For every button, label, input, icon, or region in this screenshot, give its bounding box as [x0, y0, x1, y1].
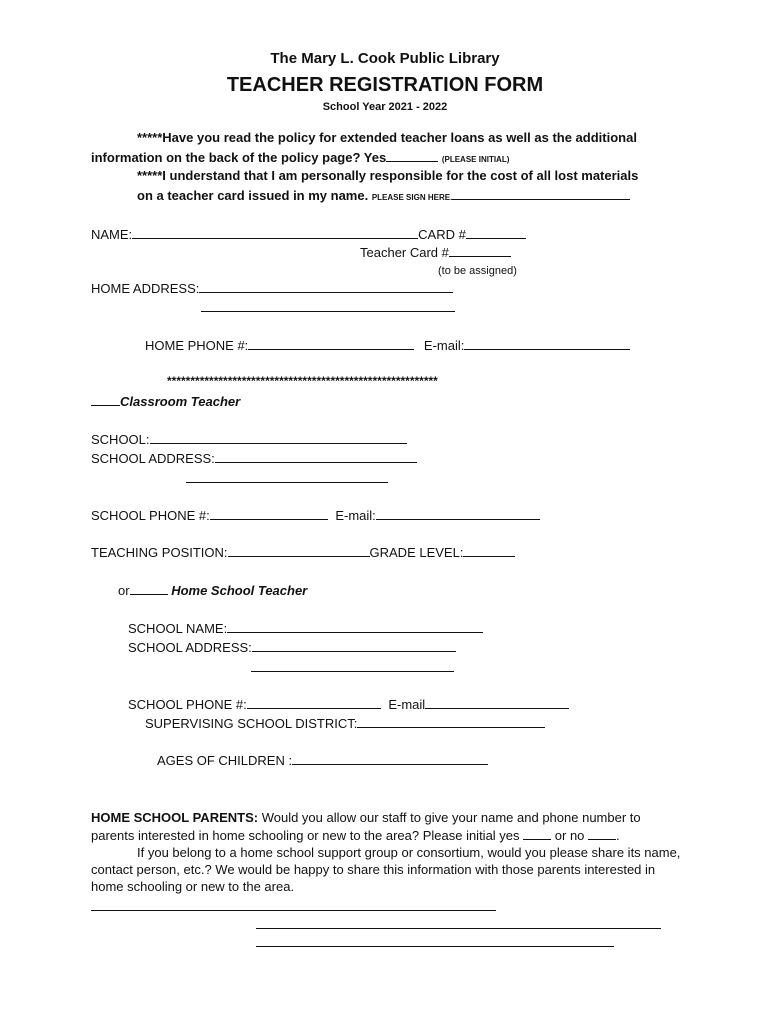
school-row — [91, 431, 407, 448]
policy-card-text: on a teacher card issued in my name. — [137, 188, 369, 203]
parents-question-1: Would you allow our staff to give your name and phone number to — [258, 810, 641, 825]
teaching-position-label: TEACHING POSITION: — [91, 545, 228, 560]
school-address-field[interactable] — [215, 450, 417, 463]
school-phone-label: SCHOOL PHONE #: — [91, 508, 210, 523]
policy-line-4 — [137, 187, 630, 206]
school-field[interactable] — [150, 431, 407, 444]
homeschool-address-line-2[interactable] — [251, 671, 454, 672]
home-phone-label: HOME PHONE #: — [145, 338, 249, 353]
star-divider: ********************************************************** — [167, 374, 438, 388]
name-row — [91, 226, 526, 243]
classroom-heading: Classroom Teacher — [120, 394, 241, 409]
school-year: School Year 2021 - 2022 — [322, 101, 448, 113]
classroom-email-label: E-mail: — [335, 508, 376, 523]
parents-line-2: parents interested in home schooling or new to the area? Please initial yes or no . — [91, 828, 620, 843]
ages-row — [157, 752, 488, 769]
library-name: The Mary L. Cook Public Library — [270, 50, 500, 67]
homeschool-check-field[interactable] — [130, 582, 168, 595]
form-title: TEACHER REGISTRATION FORM — [226, 74, 544, 96]
policy-line-1: *****Have you read the policy for extended teacher loans as well as the additional — [137, 130, 637, 145]
homeschool-phone-field[interactable] — [247, 696, 381, 709]
homeschool-phone-label: SCHOOL PHONE #: — [128, 697, 247, 712]
sign-note: PLEASE SIGN HERE. — [371, 193, 453, 202]
grade-level-label: GRADE LEVEL: — [369, 545, 464, 560]
email-label: E-mail: — [423, 338, 465, 353]
homeschool-phone-row — [128, 696, 569, 713]
parents-group-line-2: contact person, etc.? We would be happy to share this information with those parents interested in — [91, 862, 656, 877]
teaching-position-row — [91, 544, 515, 561]
parents-no-field[interactable] — [588, 827, 616, 840]
group-info-line-1[interactable] — [91, 910, 496, 911]
teacher-card-label: Teacher Card # — [360, 245, 449, 260]
ages-label: AGES OF CHILDREN : — [157, 753, 293, 768]
homeschool-name-field[interactable] — [227, 620, 483, 633]
home-phone-row — [145, 337, 630, 354]
group-info-line-2[interactable] — [256, 928, 661, 929]
yes-initial-field[interactable] — [386, 149, 438, 162]
home-address-label: HOME ADDRESS: — [91, 281, 200, 296]
classroom-heading-row — [91, 393, 240, 410]
homeschool-heading: Home School Teacher — [171, 583, 308, 598]
policy-question: information on the back of the policy page? Yes — [91, 150, 387, 165]
home-address-field[interactable] — [199, 280, 453, 293]
home-address-row — [91, 280, 453, 297]
district-field[interactable] — [357, 715, 545, 728]
homeschool-name-label: SCHOOL NAME: — [128, 621, 228, 636]
school-phone-row — [91, 507, 540, 524]
parents-yes-field[interactable] — [523, 827, 551, 840]
ages-field[interactable] — [292, 752, 488, 765]
district-row — [145, 715, 545, 732]
teaching-position-field[interactable] — [228, 544, 370, 557]
school-label: SCHOOL: — [91, 432, 150, 447]
homeschool-address-label: SCHOOL ADDRESS: — [128, 640, 252, 655]
school-address-label: SCHOOL ADDRESS: — [91, 451, 215, 466]
homeschool-address-field[interactable] — [252, 639, 456, 652]
parents-or-no: or no — [554, 828, 585, 843]
email-field[interactable] — [464, 337, 630, 350]
name-label: NAME: — [91, 227, 133, 242]
home-phone-field[interactable] — [248, 337, 414, 350]
teacher-card-row — [360, 244, 511, 261]
teacher-card-field[interactable] — [449, 244, 511, 257]
card-field[interactable] — [466, 226, 526, 239]
parents-line-1 — [91, 810, 641, 826]
school-phone-field[interactable] — [210, 507, 328, 520]
name-field[interactable] — [132, 226, 418, 239]
grade-level-field[interactable] — [463, 544, 515, 557]
group-info-line-3[interactable] — [256, 946, 614, 947]
or-label: or — [118, 583, 130, 598]
homeschool-email-field[interactable] — [425, 696, 569, 709]
homeschool-address-row — [128, 639, 456, 656]
parents-group-line-3: home schooling or new to the area. — [91, 879, 295, 894]
school-address-row — [91, 450, 417, 467]
parents-group-line-1: If you belong to a home school support group or consortium, would you please share its name, — [137, 845, 681, 860]
homeschool-heading-row — [118, 582, 307, 599]
to-be-assigned-note: (to be assigned) — [438, 265, 517, 277]
initial-note: (PLEASE INITIAL) — [441, 155, 510, 164]
parents-heading: HOME SCHOOL PARENTS: — [91, 810, 259, 825]
classroom-check-field[interactable] — [91, 393, 120, 406]
policy-line-2 — [91, 149, 509, 168]
parents-question-2: parents interested in home schooling or new to the area? Please initial yes — [91, 828, 520, 843]
school-address-line-2[interactable] — [186, 482, 388, 483]
card-label: CARD # — [418, 227, 466, 242]
signature-field[interactable] — [452, 187, 630, 200]
district-label: SUPERVISING SCHOOL DISTRICT: — [145, 716, 358, 731]
home-address-line-2[interactable] — [201, 311, 455, 312]
classroom-email-field[interactable] — [376, 507, 540, 520]
homeschool-name-row — [128, 620, 483, 637]
policy-line-3: *****I understand that I am personally responsible for the cost of all lost materials — [137, 168, 639, 183]
homeschool-email-label: E-mail — [388, 697, 426, 712]
